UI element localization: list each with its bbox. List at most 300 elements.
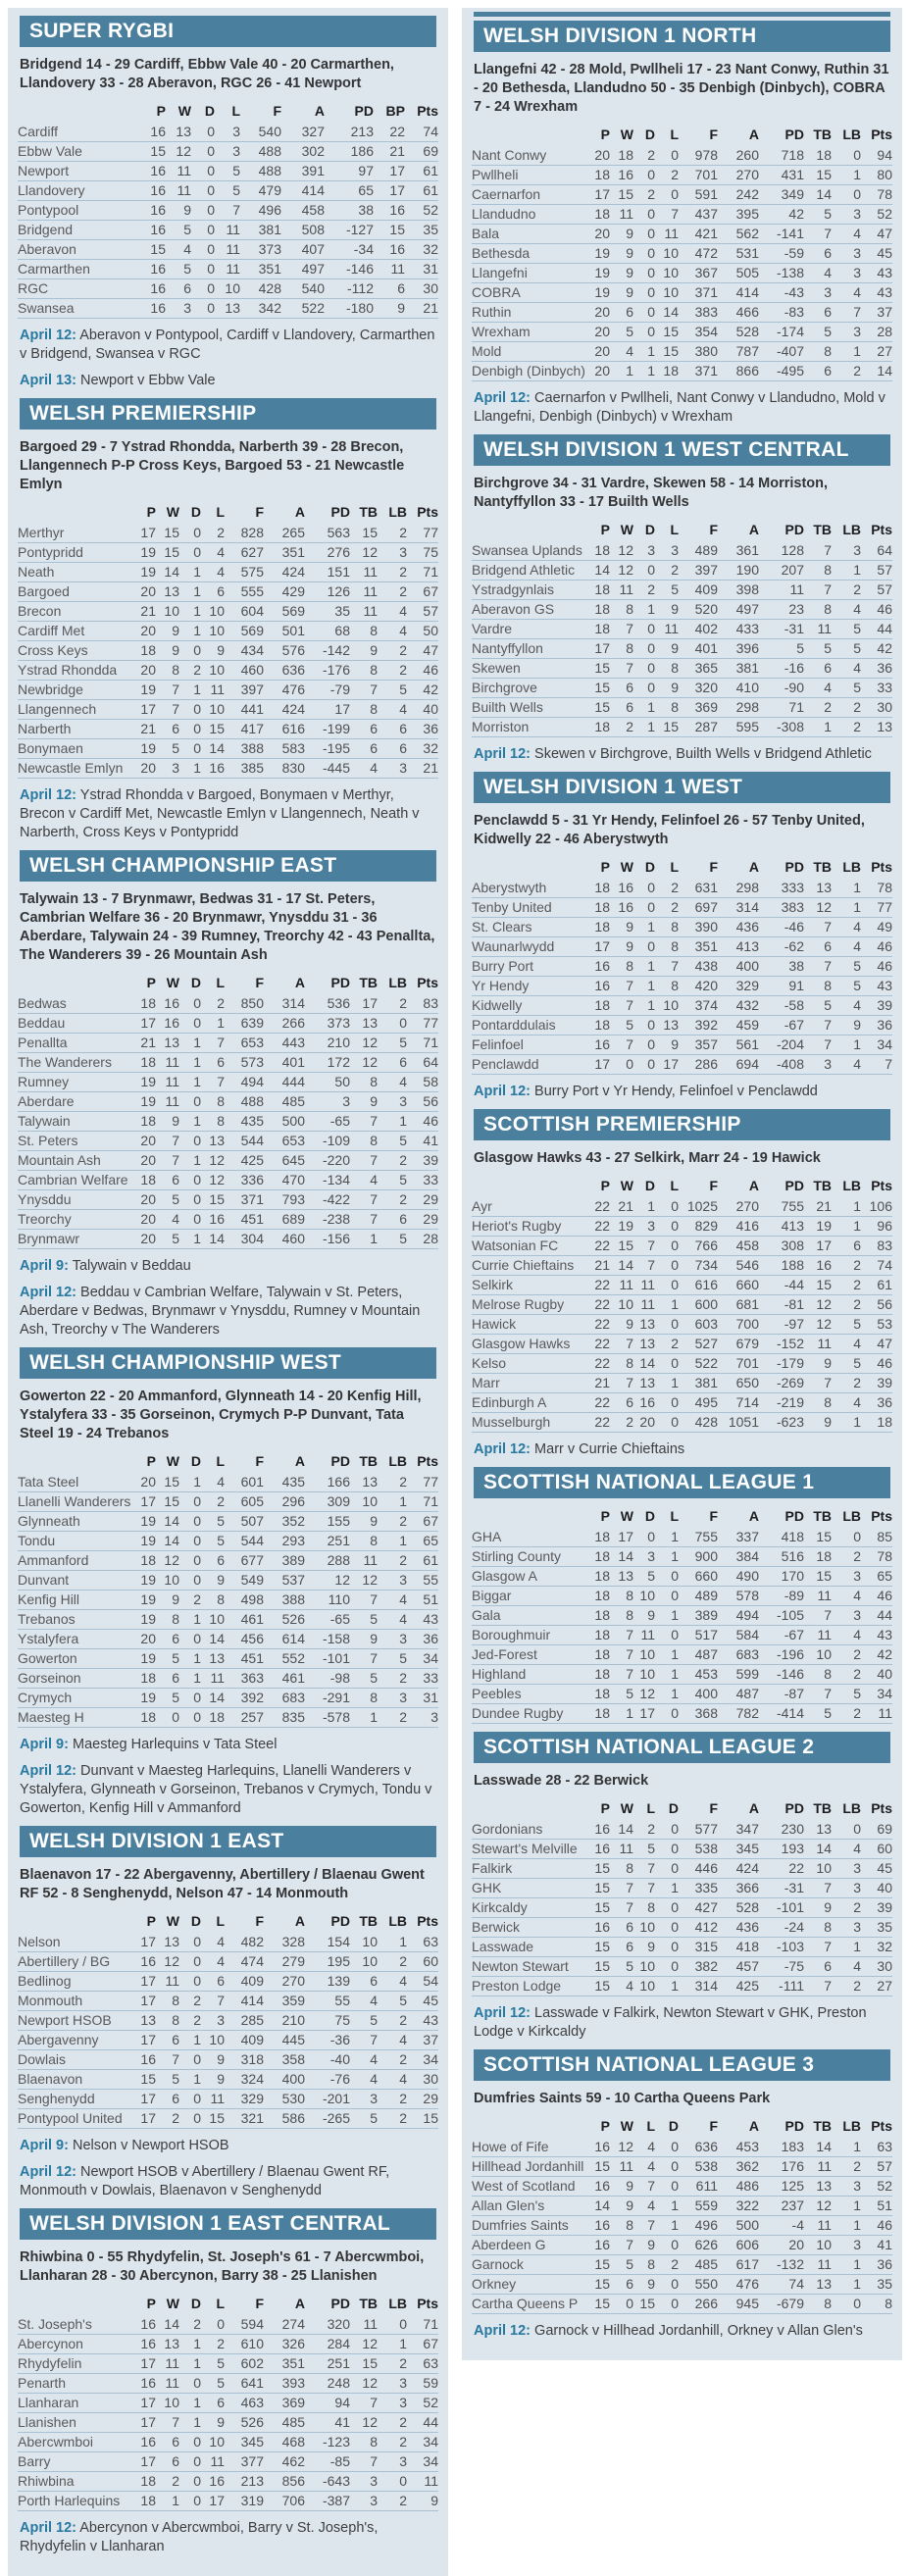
stat-cell: 17 — [132, 2413, 156, 2433]
team-name-cell: Gowerton — [18, 1649, 132, 1669]
stat-cell: 10 — [156, 2394, 179, 2413]
stat-cell: 31 — [407, 1689, 438, 1708]
stat-cell: 15 — [586, 1898, 610, 1918]
stat-cell: 0 — [610, 2295, 633, 2314]
section-title: WELSH DIVISION 1 WEST — [483, 776, 743, 798]
stat-cell: 17 — [132, 2354, 156, 2374]
stat-cell: 3 — [156, 759, 179, 779]
stat-cell: 314 — [718, 898, 759, 918]
stat-cell: 835 — [264, 1708, 305, 1728]
stat-cell: 5 — [378, 1171, 407, 1190]
stat-cell: 0 — [633, 639, 655, 659]
stat-cell: 679 — [718, 1335, 759, 1354]
column-header-w: W — [620, 859, 633, 875]
column-header-d: D — [644, 1508, 655, 1524]
stat-cell: 12 — [804, 898, 832, 918]
stat-cell: 335 — [679, 1879, 718, 1898]
stat-cell: -101 — [305, 1649, 350, 1669]
stat-cell: 19 — [586, 264, 610, 283]
stat-cell: 459 — [718, 1016, 759, 1035]
stat-cell: 2 — [378, 641, 407, 661]
stat-cell: 7 — [610, 1335, 633, 1354]
stat-cell: 16 — [586, 1035, 610, 1055]
stat-cell: 46 — [861, 2216, 892, 2236]
stat-cell: 65 — [861, 1567, 892, 1587]
stat-cell: 2 — [832, 1645, 861, 1665]
stat-cell: 16 — [586, 2177, 610, 2197]
stat-cell: 3 — [378, 1571, 407, 1591]
stat-cell: 57 — [407, 602, 438, 622]
stat-cell: 1 — [655, 1606, 679, 1626]
team-name-cell: Beddau — [18, 1014, 132, 1034]
stat-cell: 17 — [633, 1704, 655, 1724]
section-header-bar — [474, 2049, 890, 2081]
stat-cell: 18 — [655, 362, 679, 381]
table-row — [472, 977, 892, 996]
stat-cell: 352 — [264, 1512, 305, 1532]
stat-cell: -156 — [305, 1230, 350, 1249]
team-name-cell: Bala — [472, 225, 586, 244]
stat-cell: 266 — [679, 2295, 718, 2314]
stat-cell: -445 — [305, 759, 350, 779]
stat-cell: 397 — [225, 681, 264, 700]
stat-cell: 9 — [350, 1630, 378, 1649]
stat-cell: 9 — [633, 2275, 655, 2295]
stat-cell: 528 — [718, 1898, 759, 1918]
stat-cell: 380 — [679, 342, 718, 362]
stat-cell: 7 — [350, 1112, 378, 1132]
stat-cell: 7 — [350, 2394, 378, 2413]
team-name-cell: Bedwas — [18, 994, 132, 1014]
stat-cell: 11 — [156, 1053, 179, 1073]
team-name-cell: Kidwelly — [472, 996, 586, 1016]
stat-cell: 293 — [264, 1532, 305, 1551]
stat-cell: 3 — [832, 1567, 861, 1587]
table-row — [472, 659, 892, 679]
table-row — [18, 720, 438, 739]
table-row — [18, 1933, 438, 1952]
stat-cell: 389 — [264, 1551, 305, 1571]
table-row — [472, 2216, 892, 2236]
stat-cell: 793 — [264, 1190, 305, 1210]
stat-cell: -75 — [759, 1957, 804, 1977]
stat-cell: 61 — [405, 181, 438, 201]
stat-cell: 11 — [655, 225, 679, 244]
section-title: WELSH DIVISION 1 NORTH — [483, 25, 757, 47]
fixture-date-label: April 12: — [20, 328, 77, 343]
stat-cell: 5 — [832, 957, 861, 977]
stat-cell: 10 — [201, 2031, 225, 2050]
stat-cell: 106 — [861, 1197, 892, 1217]
stat-cell: 0 — [655, 1567, 679, 1587]
stat-cell: 4 — [832, 918, 861, 937]
stat-cell: 22 — [586, 1354, 610, 1374]
stat-cell: 7 — [350, 2452, 378, 2472]
stat-cell: 1 — [179, 1073, 201, 1092]
stat-cell: 17 — [132, 2090, 156, 2109]
stat-cell: 5 — [378, 1230, 407, 1249]
stat-cell: 4 — [832, 659, 861, 679]
stat-cell: 1 — [179, 2413, 201, 2433]
stat-cell: 0 — [201, 2315, 225, 2335]
stat-cell: 43 — [861, 1626, 892, 1645]
stat-cell: 436 — [718, 1918, 759, 1938]
stat-cell: 11 — [350, 1551, 378, 1571]
stat-cell: -34 — [325, 240, 374, 260]
column-header-tb: TB — [813, 1178, 832, 1193]
stat-cell: 270 — [718, 166, 759, 185]
stat-cell: 413 — [759, 1217, 804, 1237]
stat-cell: 5 — [759, 639, 804, 659]
stat-cell: 441 — [225, 700, 264, 720]
stat-cell: 7 — [633, 1237, 655, 1256]
stat-cell: 14 — [201, 739, 225, 759]
stat-cell: 0 — [179, 1132, 201, 1151]
column-header-f: F — [255, 1913, 264, 1929]
stat-cell: 12 — [804, 2197, 832, 2216]
stat-cell: 6 — [156, 1171, 179, 1190]
stat-cell: 47 — [861, 225, 892, 244]
stat-cell: 13 — [633, 1315, 655, 1335]
column-header-pd: PD — [784, 1178, 804, 1193]
team-name-cell: Vardre — [472, 620, 586, 639]
stat-cell: 8 — [201, 1112, 225, 1132]
league-table — [472, 126, 892, 381]
stat-cell: 34 — [407, 2050, 438, 2070]
stat-cell: 7 — [633, 2216, 655, 2236]
stat-cell: 230 — [759, 1820, 804, 1840]
stat-cell: 9 — [804, 1898, 832, 1918]
stat-cell: 1 — [832, 1413, 861, 1433]
team-name-cell: Pontarddulais — [472, 1016, 586, 1035]
stat-cell: 0 — [191, 162, 215, 181]
stat-cell: 428 — [679, 1413, 718, 1433]
team-column-header — [472, 1507, 586, 1528]
stat-cell: 6 — [350, 739, 378, 759]
column-header-p: P — [146, 1913, 156, 1929]
stat-cell: 10 — [804, 1645, 832, 1665]
table-row — [472, 957, 892, 977]
stat-cell: 5 — [201, 2374, 225, 2394]
stat-cell: 734 — [679, 1256, 718, 1276]
table-row — [472, 1840, 892, 1859]
team-name-cell: Hillhead Jordanhill — [472, 2157, 586, 2177]
stat-cell: 2 — [832, 1977, 861, 1996]
stat-cell: 2 — [378, 1669, 407, 1689]
team-name-cell: Garnock — [472, 2255, 586, 2275]
stat-cell: 550 — [679, 2275, 718, 2295]
stat-cell: 17 — [586, 185, 610, 205]
stat-cell: 22 — [374, 123, 405, 142]
stat-cell: 193 — [759, 1840, 804, 1859]
table-row — [18, 1512, 438, 1532]
stat-cell: 4 — [832, 1957, 861, 1977]
stat-cell: 2 — [378, 524, 407, 543]
team-name-cell: Ystalyfera — [18, 1630, 132, 1649]
stat-cell: -142 — [305, 641, 350, 661]
fixture-text: Newport HSOB v Abertillery / Blaenau Gwent RF, Monmouth v Dowlais, Blaenavon v Senghenydd — [20, 2164, 390, 2198]
stat-cell: 8 — [156, 1992, 179, 2011]
stat-cell: 8 — [655, 698, 679, 718]
stat-cell: 13 — [201, 1132, 225, 1151]
stat-cell: 251 — [305, 1532, 350, 1551]
stat-cell: 5 — [832, 977, 861, 996]
stat-cell: 7 — [610, 1374, 633, 1393]
team-name-cell: Kelso — [472, 1354, 586, 1374]
stat-cell: 314 — [264, 994, 305, 1014]
stat-cell: 19 — [132, 1571, 156, 1591]
stat-cell: 485 — [264, 2413, 305, 2433]
team-name-cell: Aberavon — [18, 240, 140, 260]
team-name-cell: Abercwmboi — [18, 2433, 132, 2452]
team-name-cell: Tondu — [18, 1532, 132, 1551]
stat-cell: 6 — [166, 279, 191, 299]
stat-cell: 787 — [718, 342, 759, 362]
table-row — [18, 622, 438, 641]
stat-cell: 45 — [861, 244, 892, 264]
table-row — [18, 2413, 438, 2433]
table-row — [472, 561, 892, 581]
stat-cell: 606 — [718, 2236, 759, 2255]
stat-cell: 522 — [679, 1354, 718, 1374]
fixture-text: Newport v Ebbw Vale — [80, 373, 216, 388]
stat-cell: 58 — [407, 1073, 438, 1092]
stat-cell: 0 — [633, 659, 655, 679]
stat-cell: 8 — [804, 1918, 832, 1938]
stat-cell: 401 — [679, 639, 718, 659]
stat-cell: 1 — [201, 1014, 225, 1034]
stat-cell: 7 — [804, 1016, 832, 1035]
stat-cell: 361 — [718, 541, 759, 561]
stat-cell: 47 — [407, 641, 438, 661]
stat-cell: 488 — [240, 142, 281, 162]
stat-cell: 3 — [166, 299, 191, 319]
stat-cell: 1 — [179, 1610, 201, 1630]
stat-cell: 10 — [633, 1977, 655, 1996]
stat-cell: 40 — [861, 1665, 892, 1685]
stat-cell: 18 — [586, 1547, 610, 1567]
stat-cell: 0 — [179, 1952, 201, 1972]
stat-cell: 38 — [759, 957, 804, 977]
stat-cell: 5 — [655, 581, 679, 600]
table-row — [472, 639, 892, 659]
stat-cell: 466 — [718, 303, 759, 323]
league-table — [472, 858, 892, 1075]
section-title: WELSH DIVISION 1 EAST CENTRAL — [29, 2212, 391, 2235]
stat-cell: 2 — [201, 524, 225, 543]
stat-cell: 10 — [804, 2236, 832, 2255]
stat-cell: 636 — [264, 661, 305, 681]
stat-cell: 19 — [132, 1512, 156, 1532]
stat-cell: 458 — [281, 201, 325, 221]
stat-cell: 5 — [201, 1512, 225, 1532]
stat-cell: 457 — [718, 1957, 759, 1977]
stat-cell: 328 — [264, 1933, 305, 1952]
stat-cell: 395 — [718, 205, 759, 225]
stat-cell: 17 — [305, 700, 350, 720]
stat-cell: 0 — [179, 1190, 201, 1210]
column-header-lb: LB — [842, 1508, 861, 1524]
stat-cell: 2 — [832, 1704, 861, 1724]
stat-cell: 400 — [264, 2070, 305, 2090]
fixture-line — [474, 2004, 890, 2042]
stat-cell: 0 — [179, 1571, 201, 1591]
team-name-cell: Lasswade — [472, 1938, 586, 1957]
stat-cell: 357 — [679, 1035, 718, 1055]
column-header-tb: TB — [359, 2296, 378, 2311]
stat-cell: 21 — [610, 1197, 633, 1217]
stat-cell: -112 — [325, 279, 374, 299]
team-name-cell: Nelson — [18, 1933, 132, 1952]
stat-cell: 11 — [610, 1840, 633, 1859]
stat-cell: 50 — [305, 1073, 350, 1092]
table-row — [472, 1413, 892, 1433]
stat-cell: 3 — [832, 2236, 861, 2255]
stat-cell: 8 — [350, 1073, 378, 1092]
stat-cell: 8 — [610, 957, 633, 977]
stat-cell: 61 — [407, 1551, 438, 1571]
stat-cell: 0 — [655, 1820, 679, 1840]
stat-cell: 8 — [610, 639, 633, 659]
stat-cell: 2 — [832, 1898, 861, 1918]
results-text: Bargoed 29 - 7 Ystrad Rhondda, Narberth 39 - 28 Brecon, Llangennech P-P Cross Keys, Bargoed 53 - 21 Newcastle Emlyn — [20, 439, 405, 492]
stat-cell: -98 — [305, 1669, 350, 1689]
stat-cell: 8 — [655, 659, 679, 679]
stat-cell: 19 — [132, 1092, 156, 1112]
stat-cell: 18 — [586, 1016, 610, 1035]
team-name-cell: Penclawdd — [472, 1055, 586, 1075]
stat-cell: 562 — [718, 225, 759, 244]
fixture-date-label: April 9: — [20, 2138, 69, 2153]
table-row — [472, 1315, 892, 1335]
stat-cell: 16 — [633, 1393, 655, 1413]
stat-cell: 19 — [132, 681, 156, 700]
stat-cell: 46 — [861, 1354, 892, 1374]
stat-cell: 544 — [225, 1132, 264, 1151]
stat-cell: 39 — [861, 996, 892, 1016]
stat-cell: 57 — [861, 581, 892, 600]
stat-cell: 30 — [405, 279, 438, 299]
stat-cell: 2 — [378, 2011, 407, 2031]
stat-cell: 9 — [201, 2070, 225, 2090]
stat-cell: 183 — [759, 2138, 804, 2157]
stat-cell: 314 — [679, 1977, 718, 1996]
fixture-text: Lasswade v Falkirk, Newton Stewart v GHK, Preston Lodge v Kirkcaldy — [474, 2005, 867, 2040]
team-name-cell: St. Joseph's — [18, 2315, 132, 2335]
stat-cell: 37 — [861, 303, 892, 323]
stat-cell: -179 — [759, 1354, 804, 1374]
stat-cell: 349 — [759, 185, 804, 205]
table-row — [472, 1938, 892, 1957]
stat-cell: 17 — [374, 181, 405, 201]
stat-cell: 4 — [832, 1840, 861, 1859]
fixture-line — [20, 2163, 436, 2200]
stat-cell: 0 — [191, 279, 215, 299]
team-name-cell: Treorchy — [18, 1210, 132, 1230]
stat-cell: 13 — [156, 1034, 179, 1053]
stat-cell: 41 — [407, 1132, 438, 1151]
fixture-date-label: April 12: — [20, 1285, 77, 1300]
stat-cell: 13 — [132, 2011, 156, 2031]
stat-cell: 4 — [378, 2070, 407, 2090]
stat-cell: 2 — [832, 1665, 861, 1685]
column-header-tb: TB — [359, 1913, 378, 1929]
stat-cell: 19 — [132, 1689, 156, 1708]
team-name-cell: Penarth — [18, 2374, 132, 2394]
stat-cell: 78 — [861, 185, 892, 205]
stat-cell: 1 — [655, 1977, 679, 1996]
stat-cell: 8 — [350, 661, 378, 681]
stat-cell: 1 — [832, 1938, 861, 1957]
stat-cell: 16 — [586, 957, 610, 977]
stat-cell: 6 — [610, 679, 633, 698]
table-row — [18, 2031, 438, 2050]
stat-cell: 304 — [225, 1230, 264, 1249]
stat-cell: 407 — [281, 240, 325, 260]
stat-cell: 15 — [586, 659, 610, 679]
stat-cell: 7 — [610, 1879, 633, 1898]
stat-cell: 0 — [156, 1708, 179, 1728]
stat-cell: 7 — [156, 1132, 179, 1151]
stat-cell: 12 — [350, 2335, 378, 2354]
stat-cell: 1 — [832, 1197, 861, 1217]
stat-cell: -219 — [759, 1393, 804, 1413]
section-header-bar — [20, 1347, 436, 1379]
column-header-lb: LB — [842, 126, 861, 142]
table-row — [18, 2315, 438, 2335]
section-title: WELSH CHAMPIONSHIP WEST — [29, 1351, 342, 1374]
column-header-pts: Pts — [417, 504, 438, 520]
stat-cell: 4 — [610, 1977, 633, 1996]
stat-cell: 2 — [655, 1335, 679, 1354]
stat-cell: 381 — [718, 659, 759, 679]
stat-cell: 309 — [305, 1492, 350, 1512]
stat-cell: 5 — [350, 2011, 378, 2031]
stat-cell: 0 — [633, 679, 655, 698]
stat-cell: 11 — [350, 2315, 378, 2335]
stat-cell: 10 — [633, 1665, 655, 1685]
column-header-pd: PD — [330, 1913, 350, 1929]
team-name-cell: Stewart's Melville — [472, 1840, 586, 1859]
stat-cell: 19 — [586, 244, 610, 264]
stat-cell: 30 — [407, 2070, 438, 2090]
team-name-cell: Biggar — [472, 1587, 586, 1606]
table-row — [18, 2452, 438, 2472]
stat-cell: 7 — [633, 2177, 655, 2197]
stat-cell: 52 — [861, 2177, 892, 2197]
stat-cell: 11 — [156, 1073, 179, 1092]
stat-cell: 782 — [718, 1704, 759, 1724]
column-header-a: A — [294, 1453, 305, 1469]
stat-cell: 7 — [350, 2031, 378, 2050]
stat-cell: 6 — [201, 2394, 225, 2413]
stat-cell: 5 — [156, 1649, 179, 1669]
stat-cell: 366 — [718, 1879, 759, 1898]
stat-cell: 6 — [378, 1053, 407, 1073]
team-name-cell: GHA — [472, 1528, 586, 1547]
stat-cell: 2 — [633, 146, 655, 166]
stat-cell: 15 — [156, 524, 179, 543]
stat-cell: 537 — [264, 1571, 305, 1591]
table-row — [472, 1898, 892, 1918]
column-header-a: A — [294, 1913, 305, 1929]
stat-cell: 12 — [350, 2374, 378, 2394]
team-name-cell: Llandovery — [18, 181, 140, 201]
stat-cell: 1 — [655, 2197, 679, 2216]
stat-cell: 284 — [305, 2335, 350, 2354]
stat-cell: 391 — [281, 162, 325, 181]
team-name-cell: Blaenavon — [18, 2070, 132, 2090]
